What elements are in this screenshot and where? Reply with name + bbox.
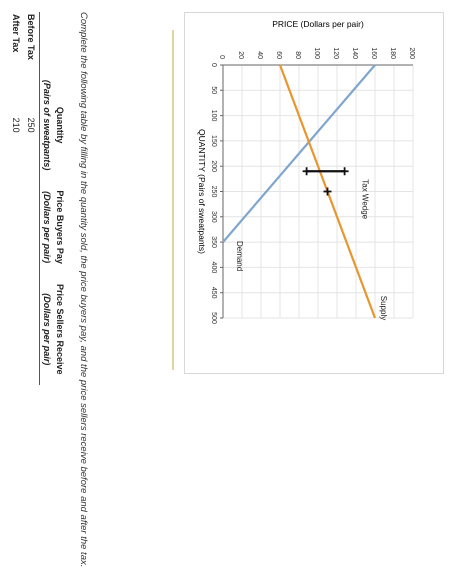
x-tick-label: 350: [210, 236, 217, 248]
y-tick-label: 80: [294, 51, 301, 59]
table-row: [9, 12, 24, 385]
tax-wedge-label: Tax Wedge: [360, 179, 370, 220]
row-label: After Tax: [11, 14, 22, 53]
supply-label: Supply: [379, 295, 388, 321]
table-header: [53, 12, 66, 70]
divider-line: [172, 30, 174, 370]
table-header: Quantity: [55, 106, 65, 144]
sellers-price-cell[interactable]: [9, 274, 24, 385]
buyers-price-cell[interactable]: [9, 180, 24, 274]
supply-demand-chart: [185, 13, 443, 373]
table-header: Price Buyers Pay: [55, 190, 65, 264]
x-axis-label: QUANTITY (Pairs of sweatpants): [197, 128, 207, 255]
graph-panel: [184, 12, 444, 374]
x-tick-label: 450: [210, 286, 217, 299]
y-tick-label: 60: [275, 51, 282, 59]
x-tick-label: 200: [210, 160, 217, 173]
demand-label: Demand: [235, 240, 244, 272]
buyers-price-cell[interactable]: [24, 180, 40, 274]
row-label: Before Tax: [26, 14, 37, 60]
table-units: (Dollars per pair): [40, 180, 54, 274]
x-tick-label: 250: [210, 185, 217, 198]
table-header-row: [53, 12, 66, 385]
table-units: [40, 12, 54, 70]
chart-grid: [223, 65, 413, 321]
table-units-row: [40, 12, 54, 385]
y-tick-label: 140: [351, 47, 358, 59]
x-tick-label: 0: [210, 63, 217, 67]
sellers-price-cell[interactable]: [24, 274, 40, 385]
x-tick-label: 400: [210, 261, 217, 274]
y-axis-label: PRICE (Dollars per pair): [272, 19, 364, 29]
answer-table: [9, 12, 66, 385]
quantity-cell[interactable]: 250: [26, 117, 37, 133]
table-units: (Pairs of sweatpants): [40, 70, 54, 181]
x-tick-label: 50: [210, 86, 217, 95]
y-tick-label: 200: [408, 47, 415, 59]
table-row: [24, 12, 40, 385]
table-units: (Dollars per pair): [40, 274, 54, 385]
x-tick-label: 150: [210, 135, 217, 147]
x-tick-label: 500: [210, 312, 217, 324]
y-tick-label: 100: [313, 47, 320, 59]
chart-axes: [210, 47, 415, 324]
y-tick-label: 20: [237, 51, 244, 59]
instructions-text: Complete the following table by filling in the quantity sold, the price buyers pay, and the price sellers receive before and after the tax.: [78, 12, 89, 568]
table-header: Price Sellers Receive: [55, 283, 65, 375]
x-tick-label: 100: [210, 109, 217, 122]
y-tick-label: 180: [389, 47, 396, 59]
y-tick-label: 120: [332, 47, 339, 59]
y-tick-label: 40: [256, 51, 263, 59]
x-tick-label: 300: [210, 210, 217, 223]
y-tick-label: 160: [370, 47, 377, 59]
quantity-cell[interactable]: 210: [11, 117, 22, 133]
y-tick-label: 0: [218, 55, 225, 59]
